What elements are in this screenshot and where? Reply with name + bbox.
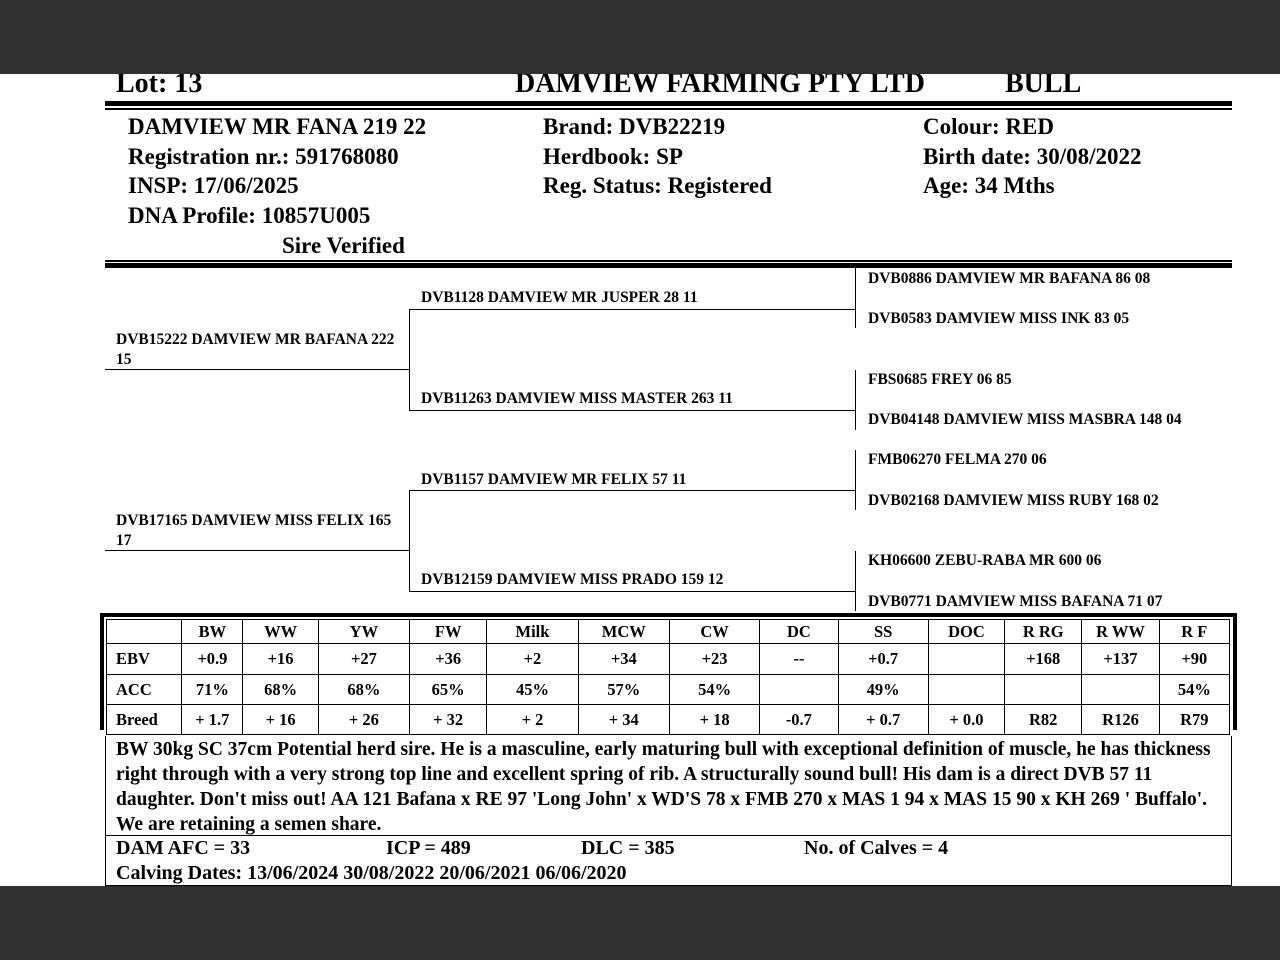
ds-line (409, 490, 855, 491)
pedigree-sds: FBS0685 FREY 06 85 (868, 371, 1012, 388)
ebv-col-header: SS (838, 620, 928, 644)
herdbook: Herdbook: SP (543, 143, 683, 169)
ebv-row-label: Breed (107, 705, 182, 735)
ebv-cell: + 32 (410, 705, 487, 735)
dam-line (105, 550, 409, 551)
pedigree-dds: KH06600 ZEBU-RABA MR 600 06 (868, 552, 1102, 569)
ebv-cell: + 2 (487, 705, 578, 735)
ebv-cell: + 26 (318, 705, 409, 735)
dna-profile: DNA Profile: 10857U005 (128, 203, 371, 229)
ebv-cell: +168 (1005, 644, 1082, 675)
sire-name: DVB15222 DAMVIEW MR BAFANA 222 15 (116, 331, 395, 368)
ebv-col-header: FW (410, 620, 487, 644)
ebv-cell: 68% (243, 675, 318, 705)
ebv-cell: R126 (1082, 705, 1159, 735)
info-rule-thin (105, 260, 1232, 262)
ebv-cell: + 16 (243, 705, 318, 735)
colour: Colour: RED (923, 114, 1054, 139)
number-of-calves: No. of Calves = 4 (804, 837, 949, 859)
ebv-col-header: CW (669, 620, 759, 644)
dd-line (409, 591, 855, 592)
pedigree-sss: DVB0886 DAMVIEW MR BAFANA 86 08 (868, 270, 1151, 287)
ebv-cell: 68% (318, 675, 409, 705)
icp: ICP = 489 (386, 837, 471, 859)
ebv-cell: + 0.7 (838, 705, 928, 735)
ebv-cell: +2 (487, 644, 578, 675)
ebv-cell (1082, 675, 1159, 705)
ebv-cell: +27 (318, 644, 409, 675)
ebv-col-header: DC (760, 620, 838, 644)
ds-branch-line (855, 450, 856, 510)
ebv-col-header: MCW (578, 620, 669, 644)
ebv-cell: -0.7 (760, 705, 838, 735)
ebv-row (107, 705, 1230, 735)
ebv-cell: 54% (1159, 675, 1229, 705)
ebv-cell (760, 675, 838, 705)
ebv-cell: + 0.0 (928, 705, 1004, 735)
ebv-cell: +0.7 (838, 644, 928, 675)
ebv-cell: + 1.7 (182, 705, 243, 735)
pedigree-dam (116, 511, 406, 551)
ebv-row (107, 675, 1230, 705)
ebv-cell: 45% (487, 675, 578, 705)
age: Age: 34 Mths (923, 173, 1055, 199)
ebv-col-header: BW (182, 620, 243, 644)
ebv-cell: +137 (1082, 644, 1159, 675)
ebv-cell: +0.9 (182, 644, 243, 675)
ebv-cell: +16 (243, 644, 318, 675)
pedigree-sire-dam: DVB11263 DAMVIEW MISS MASTER 263 11 (421, 390, 733, 407)
sire-line (105, 369, 409, 370)
ss-branch-line (855, 268, 856, 328)
registration-status: Reg. Status: Registered (543, 173, 772, 199)
lot-number: Lot: 13 (116, 74, 203, 99)
ebv-cell: + 34 (578, 705, 669, 735)
breeder-name: DAMVIEW FARMING PTY LTD (515, 74, 925, 99)
animal-sex: BULL (1005, 74, 1082, 99)
dam-branch-line (409, 490, 410, 591)
pedigree-ssd: DVB0583 DAMVIEW MISS INK 83 05 (868, 310, 1130, 327)
ebv-cell: 71% (182, 675, 243, 705)
dlc: DLC = 385 (581, 837, 675, 859)
ebv-col-header: R RG (1005, 620, 1082, 644)
dam-name: DVB17165 DAMVIEW MISS FELIX 165 17 (116, 512, 392, 549)
pedigree-sdd: DVB04148 DAMVIEW MISS MASBRA 148 04 (868, 411, 1182, 428)
ebv-col-header: Milk (487, 620, 578, 644)
ebv-table (106, 619, 1230, 735)
pedigree-sire (116, 330, 406, 370)
ebv-cell (928, 644, 1004, 675)
ss-line (409, 309, 855, 310)
ebv-cell: +23 (669, 644, 759, 675)
sd-line (409, 410, 855, 411)
ebv-row (107, 644, 1230, 675)
animal-name: DAMVIEW MR FANA 219 22 (128, 114, 427, 139)
ebv-cell (1005, 675, 1082, 705)
ebv-col-header: DOC (928, 620, 1004, 644)
sire-branch-line (409, 309, 410, 410)
ebv-cell: R82 (1005, 705, 1082, 735)
ebv-cell (928, 675, 1004, 705)
ebv-col-header: WW (243, 620, 318, 644)
ebv-cell: +90 (1159, 644, 1229, 675)
ebv-header-row (107, 620, 1230, 644)
pedigree-dam-dam: DVB12159 DAMVIEW MISS PRADO 159 12 (421, 571, 724, 588)
header-rule-thin (105, 108, 1232, 110)
brand: Brand: DVB22219 (543, 114, 726, 139)
pedigree-dam-sire: DVB1157 DAMVIEW MR FELIX 57 11 (421, 471, 687, 488)
pedigree-dsd: DVB02168 DAMVIEW MISS RUBY 168 02 (868, 492, 1159, 509)
ebv-row-label: ACC (107, 675, 182, 705)
insp-date: INSP: 17/06/2025 (128, 173, 299, 199)
pedigree-dss: FMB06270 FELMA 270 06 (868, 451, 1047, 468)
ebv-col-header (107, 620, 182, 644)
ebv-cell: 65% (410, 675, 487, 705)
sd-branch-line (855, 370, 856, 430)
ebv-col-header: YW (318, 620, 409, 644)
header-rule-thick (105, 101, 1232, 106)
calving-dates: Calving Dates: 13/06/2024 30/08/2022 20/06/2021 06/06/2020 (116, 862, 627, 884)
ebv-cell: 54% (669, 675, 759, 705)
dam-afc: DAM AFC = 33 (116, 837, 251, 859)
comments-text: BW 30kg SC 37cm Potential herd sire. He is a masculine, early maturing bull with exceptional definition of muscle, he has thickness right through with a very strong top line and excellent spring of rib. A structurally sound bull! His dam is a direct DVB 57 11 daughter. Don't miss out! AA 121 Bafana x RE 97 'Long John' x WD'S 78 x FMB 270 x MAS 1 94 x MAS 15 90 x KH 269 ' Buffalo'. We are retaining a semen share. (116, 739, 1211, 835)
info-rule-thick (105, 263, 1232, 268)
ebv-cell: 57% (578, 675, 669, 705)
pedigree-ddd: DVB0771 DAMVIEW MISS BAFANA 71 07 (868, 593, 1163, 610)
dd-branch-line (855, 551, 856, 611)
ebv-row-label: EBV (107, 644, 182, 675)
ebv-cell: 49% (838, 675, 928, 705)
ebv-cell: -- (760, 644, 838, 675)
ebv-col-header: R F (1159, 620, 1229, 644)
registration-number: Registration nr.: 591768080 (128, 143, 399, 169)
ebv-cell: + 18 (669, 705, 759, 735)
ebv-cell: +36 (410, 644, 487, 675)
pedigree-sire-sire: DVB1128 DAMVIEW MR JUSPER 28 11 (421, 289, 698, 306)
birth-date: Birth date: 30/08/2022 (923, 143, 1142, 169)
ebv-col-header: R WW (1082, 620, 1159, 644)
catalogue-page (0, 74, 1280, 886)
ebv-cell: +34 (578, 644, 669, 675)
sire-verified: Sire Verified (282, 232, 405, 258)
ebv-cell: R79 (1159, 705, 1229, 735)
